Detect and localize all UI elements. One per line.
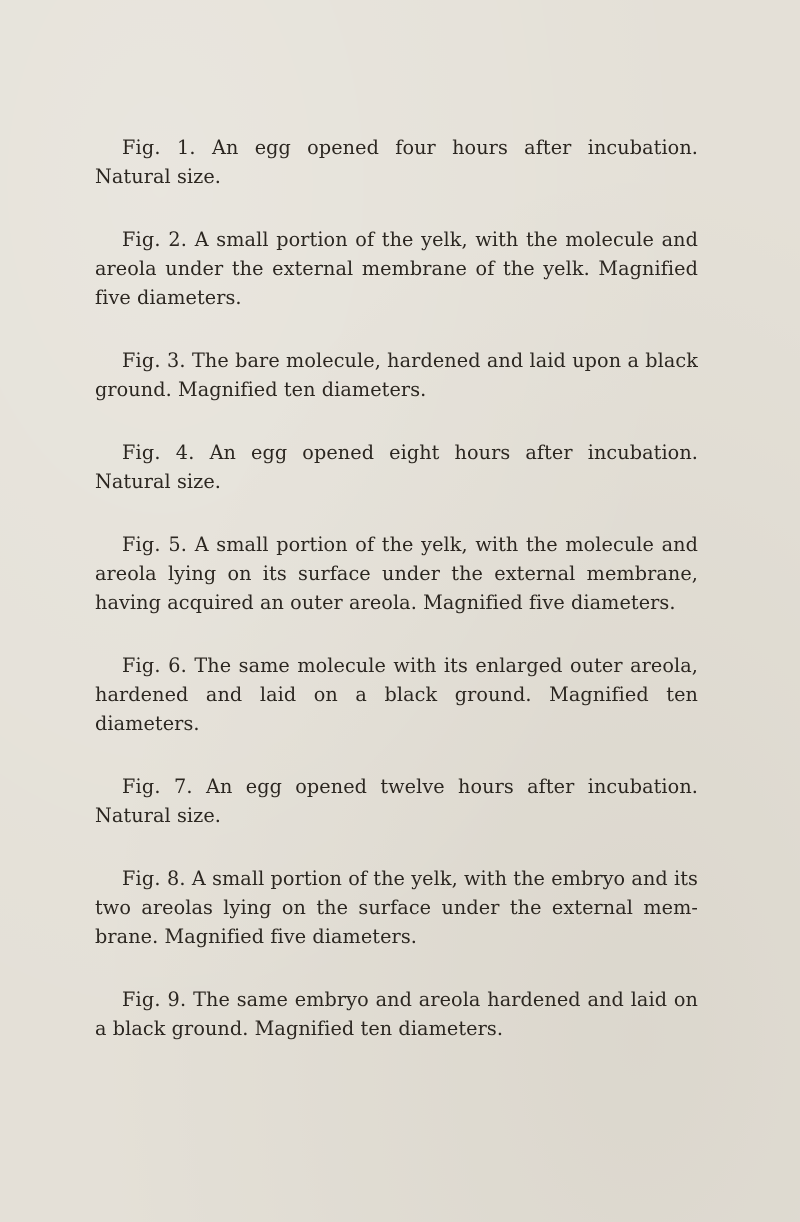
figure-description: An egg opened four hours after incubation. Natural size.: [95, 136, 698, 188]
figure-description: An egg opened eight hours after incubation. Natural size.: [95, 441, 698, 493]
figure-description: A small portion of the yelk, with the molecule and areola lying on its surface under the external membrane, having acquired an outer areola. Magnified five diameters.: [95, 533, 698, 614]
figure-caption-5: [95, 530, 698, 617]
figure-label: Fig. 2.: [122, 228, 188, 251]
figure-description: A small portion of the yelk, with the molecule and areola under the external membrane of the yelk. Magnified five diameters.: [95, 228, 698, 309]
figure-label: Fig. 8.: [122, 867, 186, 890]
figure-label: Fig. 1.: [122, 136, 196, 159]
figure-caption-2: [95, 225, 698, 312]
figure-caption-8: [95, 864, 698, 951]
figure-description: The same molecule with its enlarged outer areola, hardened and laid on a black ground. Magnified ten diameters.: [95, 654, 699, 735]
figure-label: Fig. 6.: [122, 654, 187, 677]
figure-caption-7: [95, 772, 698, 830]
figure-label: Fig. 9.: [122, 988, 187, 1011]
figure-caption-4: [95, 438, 698, 496]
figure-caption-6: [95, 651, 698, 738]
figure-label: Fig. 3.: [122, 349, 186, 372]
figure-caption-9: [95, 985, 698, 1043]
figure-label: Fig. 5.: [122, 533, 188, 556]
figure-label: Fig. 7.: [122, 775, 193, 798]
figure-description: The same embryo and areola hardened and laid on a black ground. Magnified ten diameters.: [95, 988, 699, 1040]
figure-label: Fig. 4.: [122, 441, 195, 464]
figure-description: An egg opened twelve hours after incubation. Natural size.: [95, 775, 698, 827]
figure-description: A small portion of the yelk, with the embryo and its two areolas lying on the surface under the external mem- brane. Magnified five diameters.: [95, 867, 699, 948]
figure-caption-1: [95, 133, 698, 191]
figure-description: The bare molecule, hardened and laid upon a black ground. Magnified ten diameters.: [95, 349, 699, 401]
figure-caption-list: [95, 133, 698, 1077]
figure-caption-3: [95, 346, 698, 404]
